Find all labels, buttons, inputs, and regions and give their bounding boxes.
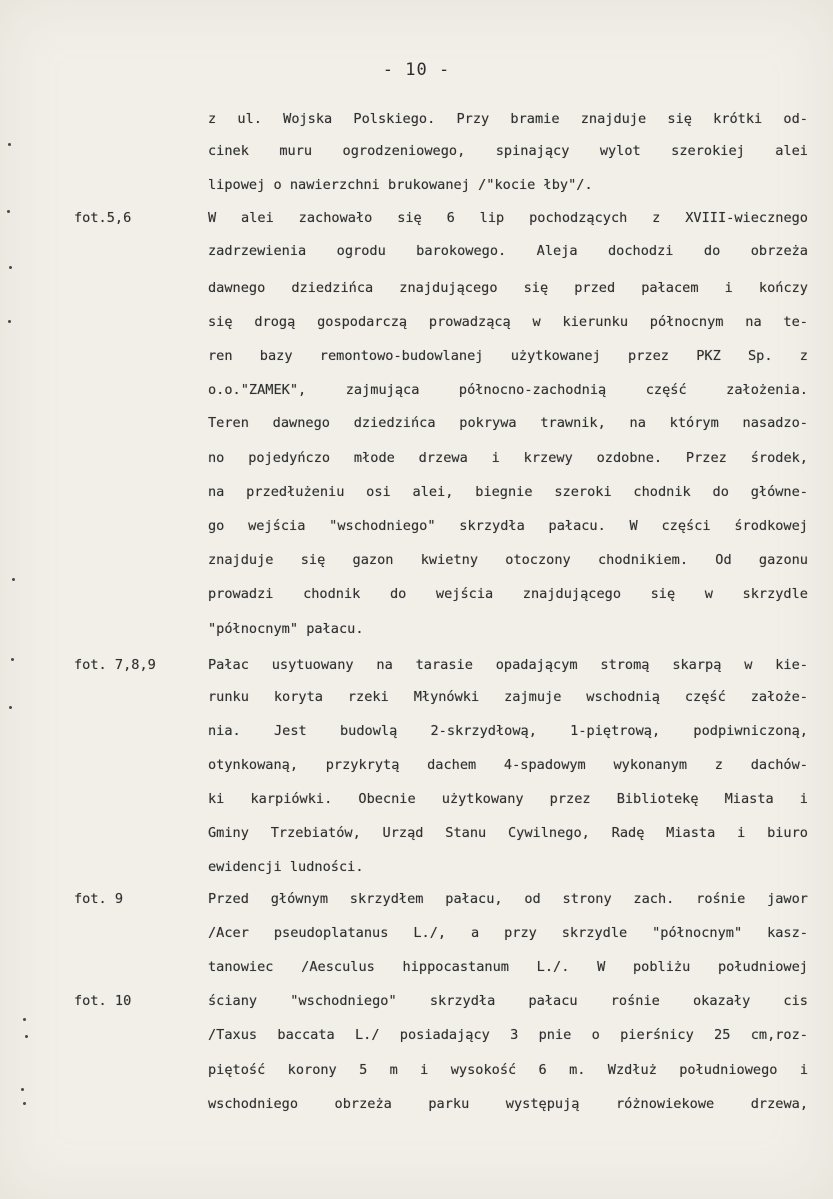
text-line: ściany "wschodniego" skrzydła pałacu rośnie okazały cis <box>208 993 808 1009</box>
photo-reference: fot.5,6 <box>74 210 132 226</box>
text-line: W alei zachowało się 6 lip pochodzących z XVIII-wiecznego <box>208 210 808 226</box>
page-number: - 10 - <box>382 60 451 80</box>
scan-speck <box>9 706 12 709</box>
scan-speck <box>23 1018 26 1021</box>
text-line: ki karpiówki. Obecnie użytkowany przez Bibliotekę Miasta i <box>208 791 808 807</box>
scan-speck <box>12 578 15 581</box>
text-line: dawnego dziedzińca znajdującego się przed pałacem i kończy <box>208 280 808 296</box>
scan-speck <box>11 658 14 661</box>
text-line: się drogą gospodarczą prowadzącą w kierunku północnym na te- <box>208 314 808 330</box>
scan-speck <box>21 1088 24 1091</box>
text-line: /Acer pseudoplatanus L./, a przy skrzydle "północnym" kasz- <box>208 925 808 941</box>
text-line: go wejścia "wschodniego" skrzydła pałacu. W części środkowej <box>208 518 808 534</box>
scan-speck <box>7 210 10 213</box>
photo-reference: fot. 9 <box>74 891 124 907</box>
scan-speck <box>23 1102 26 1105</box>
scan-speck <box>25 1035 28 1038</box>
text-line: "północnym" pałacu. <box>208 621 364 637</box>
text-line: runku koryta rzeki Młynówki zajmuje wschodnią część założe- <box>208 689 808 705</box>
scan-speck <box>9 266 12 269</box>
text-line: cinek muru ogrodzeniowego, spinający wylot szerokiej alei <box>208 143 808 159</box>
text-line: prowadzi chodnik do wejścia znajdującego się w skrzydle <box>208 586 808 602</box>
text-line: na przedłużeniu osi alei, biegnie szeroki chodnik do główne- <box>208 484 808 500</box>
text-line: tanowiec /Aesculus hippocastanum L./. W pobliżu południowej <box>208 959 808 975</box>
photo-reference: fot. 10 <box>74 993 132 1009</box>
text-line: Pałac usytuowany na tarasie opadającym stromą skarpą w kie- <box>208 657 808 673</box>
text-line: wschodniego obrzeża parku występują różnowiekowe drzewa, <box>208 1096 808 1112</box>
text-line: piętość korony 5 m i wysokość 6 m. Wzdłuż południowego i <box>208 1062 808 1078</box>
text-line: zadrzewienia ogrodu barokowego. Aleja dochodzi do obrzeża <box>208 243 808 259</box>
scan-speck <box>8 143 11 146</box>
text-line: o.o."ZAMEK", zajmująca północno-zachodnią część założenia. <box>208 382 808 398</box>
text-line: Gminy Trzebiatów, Urząd Stanu Cywilnego, Radę Miasta i biuro <box>208 825 808 841</box>
text-line: z ul. Wojska Polskiego. Przy bramie znajduje się krótki od- <box>208 111 808 127</box>
text-line: nia. Jest budowlą 2-skrzydłową, 1-piętrową, podpiwniczoną, <box>208 723 808 739</box>
text-line: ren bazy remontowo-budowlanej użytkowanej przez PKZ Sp. z <box>208 348 808 364</box>
text-line: Przed głównym skrzydłem pałacu, od strony zach. rośnie jawor <box>208 891 808 907</box>
text-line: ewidencji ludności. <box>208 859 364 875</box>
text-line: /Taxus baccata L./ posiadający 3 pnie o pierśnicy 25 cm,roz- <box>208 1027 808 1043</box>
scan-speck <box>8 320 11 323</box>
text-line: znajduje się gazon kwietny otoczony chodnikiem. Od gazonu <box>208 552 808 568</box>
text-line: Teren dawnego dziedzińca pokrywa trawnik, na którym nasadzo- <box>208 415 808 431</box>
text-line: no pojedyńczo młode drzewa i krzewy ozdobne. Przez środek, <box>208 450 808 466</box>
text-line: lipowej o nawierzchni brukowanej /"kocie łby"/. <box>208 177 593 193</box>
photo-reference: fot. 7,8,9 <box>74 657 156 673</box>
text-line: otynkowaną, przykrytą dachem 4-spadowym wykonanym z dachów- <box>208 757 808 773</box>
